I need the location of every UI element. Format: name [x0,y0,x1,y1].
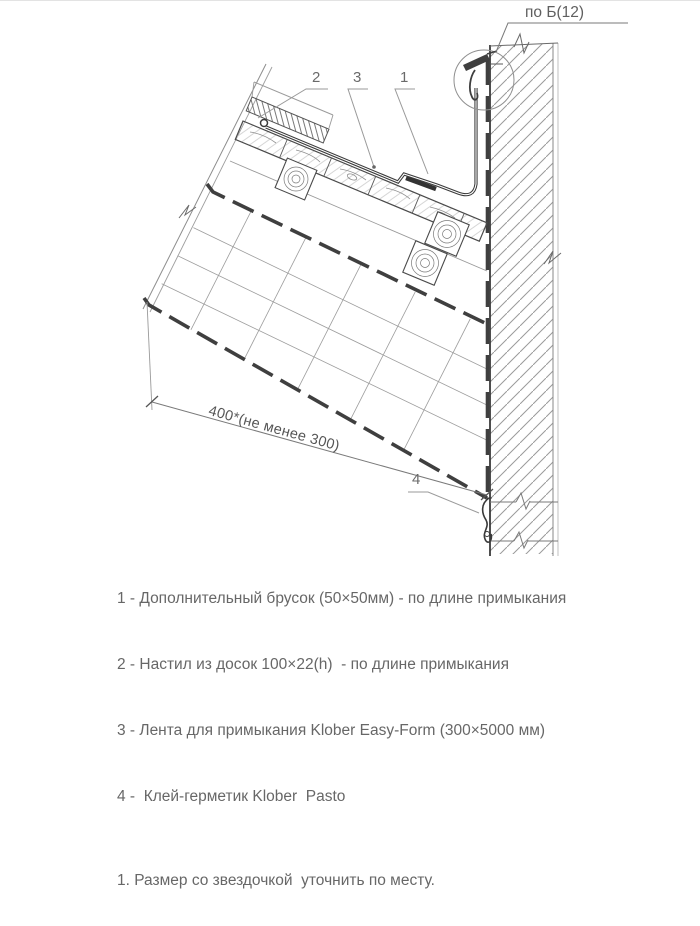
callout-4-label: 4 [412,471,421,488]
callout-3-label: 3 [353,69,362,86]
callout-1-label: 1 [400,69,409,86]
legend-item-2: 2 - Настил из досок 100×22(h) - по длине примыкания [117,656,509,673]
detail-reference-label: по Б(12) [525,4,585,21]
legend [117,554,566,926]
legend-item-4: 4 - Клей-герметик Klober Pasto [117,788,346,805]
callout-2-label: 2 [312,69,321,86]
legend-note: 1. Размер со звездочкой уточнить по месту. [117,872,435,889]
legend-item-1: 1 - Дополнительный брусок (50×50мм) - по длине примыкания [117,590,567,607]
dimension-label: 400*(не менее 300) [206,403,342,455]
wall-section [490,34,561,556]
legend-item-3: 3 - Лента для примыкания Klober Easy-Form (300×5000 мм) [117,722,546,739]
